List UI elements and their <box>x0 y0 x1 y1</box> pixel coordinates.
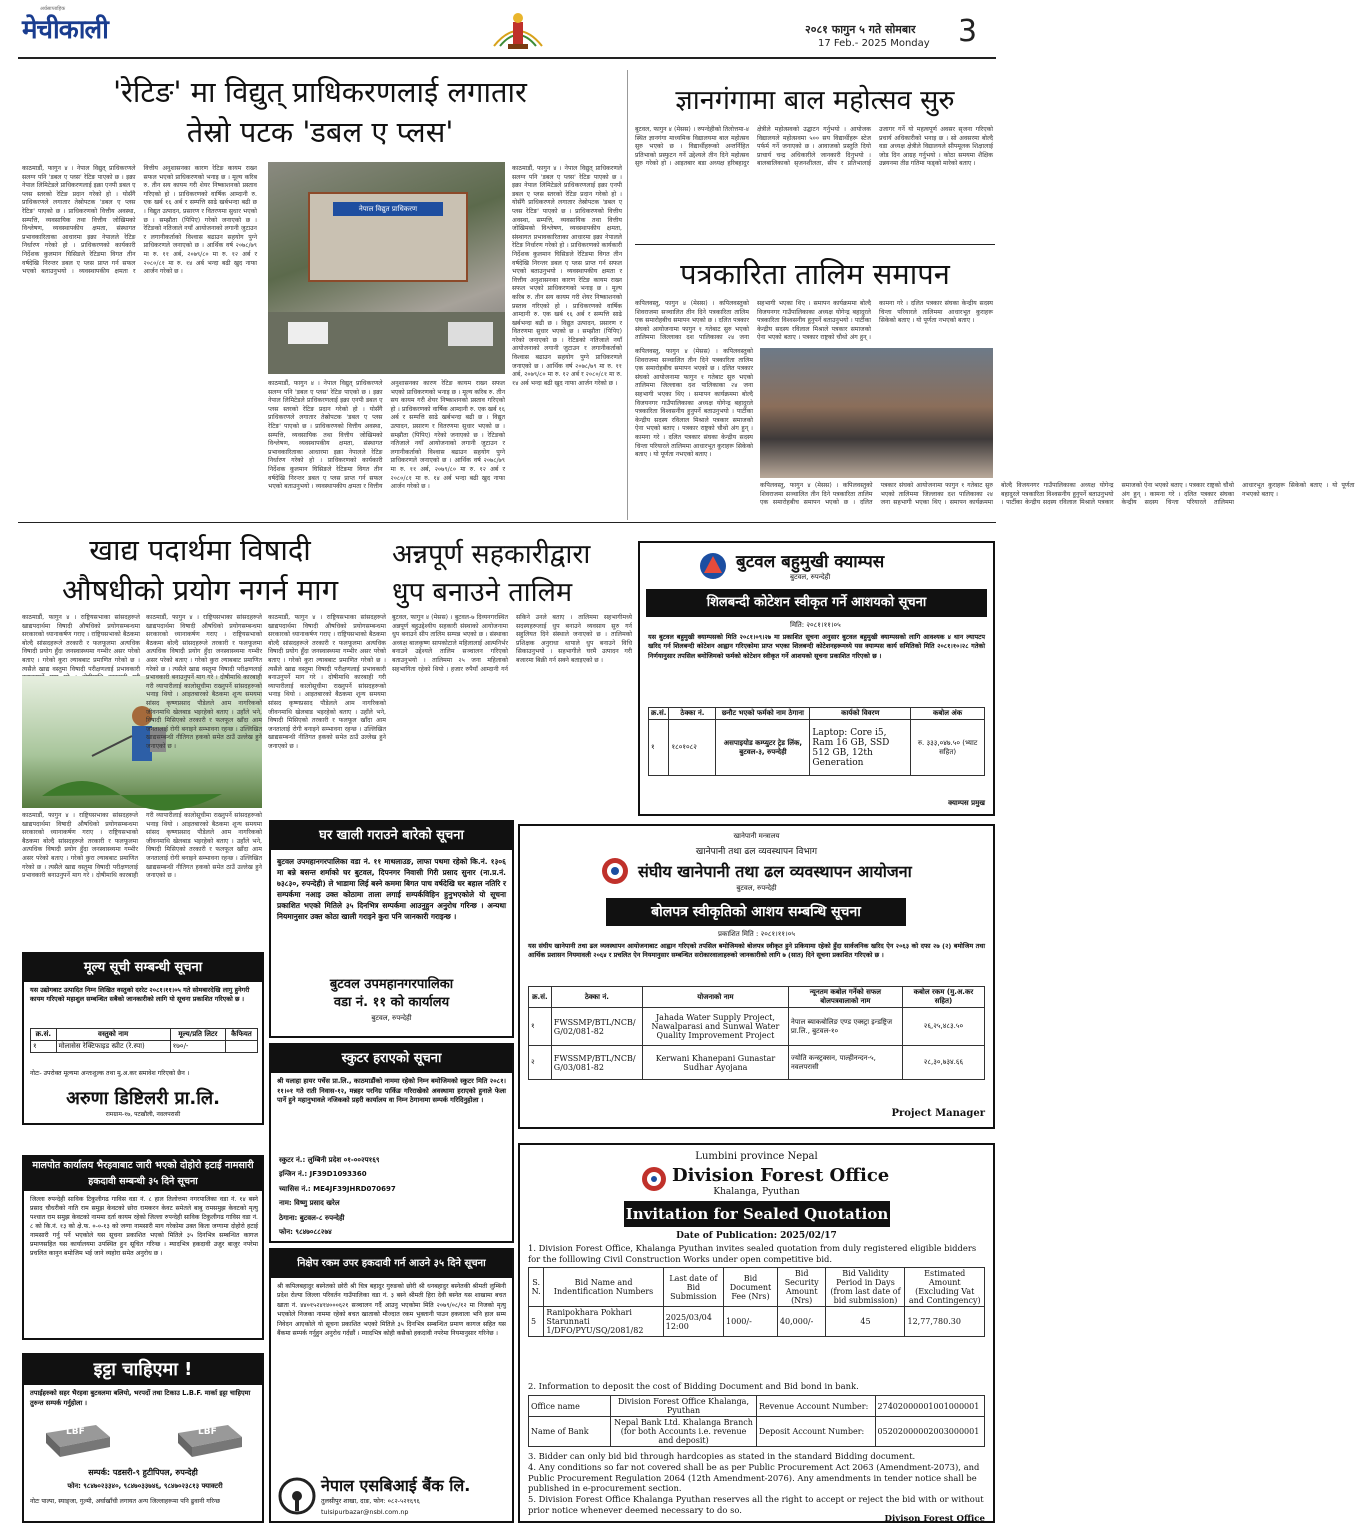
section-rule <box>635 244 995 245</box>
price-notice-heading: मूल्य सूची सम्बन्धी सूचना <box>24 954 262 982</box>
column-rule <box>627 70 628 520</box>
notice-butwal-campus <box>638 541 995 816</box>
brick-ad-phone: फोन: ९८४७०२३३४०, ९८४७०३३७४६, ९८४७०२३८१३ फ्याक्टरी <box>67 1482 223 1490</box>
notice-malpot <box>22 1155 264 1340</box>
notice-forest-office <box>518 1143 995 1523</box>
sbi-branch: तुलसीपुर शाखा, दाङ, फोन: ०८२-५२१६९६ <box>321 1497 420 1505</box>
water-notice-heading: बोलपत्र स्वीकृतिको आशय सम्बन्धि सूचना <box>606 898 906 926</box>
th-validity: Bid Validity Period in Days (from last date of bid submission) <box>826 1268 905 1307</box>
td-security: 40,000/- <box>777 1307 826 1337</box>
table-row <box>529 1307 985 1337</box>
td-bidder: ज्योति कन्स्ट्रक्सन, पाल्हीनन्दन-५, नवलपरासी <box>788 1046 902 1080</box>
water-department: खानेपानी तथा ढल व्यवस्थापन विभाग <box>695 847 818 857</box>
th-firm: छनौट भएको फर्मको नाम ठेगाना <box>716 708 810 720</box>
td-firm: असपाइयोड कम्प्युटर ट्रेड लिंक, बुटवल-३, रुपन्देही <box>716 720 810 776</box>
td-desc: Laptop: Core i5, Ram 16 GB, SSD 512 GB, 12th Generation <box>810 720 911 776</box>
th-project: योजनाको नाम <box>642 987 788 1008</box>
td-bid-name: Ranipokhara Pokhari Starunnati 1/DFO/PYU/SQ/2081/82 <box>544 1307 663 1337</box>
td-doc-fee: 1000/- <box>724 1307 778 1337</box>
td-validity: 45 <box>826 1307 905 1337</box>
campus-notice-heading: शिलबन्दी कोटेशन स्वीकृत गर्ने आशयको सूचना <box>646 589 987 617</box>
issue-date-english: 17 Feb.- 2025 Monday <box>818 38 930 49</box>
td-label: Office name <box>529 1396 611 1417</box>
forest-item-4: 4. Any conditions so far not covered shall be as per Public Procurement Act 2063 (Amendment-2073), and Public Procurement Regulation 2064 (12th Amendment-2076). Any amendments in tender notice shall be published in e-procurement section. <box>528 1462 980 1493</box>
td-price: १७०/- <box>170 1041 225 1053</box>
td-value: Nepal Bank Ltd. Khalanga Branch (for both Accounts i.e. revenue and deposit) <box>611 1417 757 1447</box>
notice-price-list <box>22 952 264 1125</box>
forest-office-name: Division Forest Office <box>672 1165 890 1186</box>
forest-item-3: 3. Bidder can only bid bid through hardcopies as stated in the standard Bidding document. <box>528 1451 916 1461</box>
table-row <box>529 1417 985 1447</box>
th-security: Bid Security Amount (Nrs) <box>777 1268 826 1307</box>
th-sn: क्र.सं. <box>529 987 552 1008</box>
photo-training-participants <box>760 348 993 478</box>
forest-account-table <box>528 1395 985 1447</box>
sbi-bank-name: नेपाल एसबिआई बैंक लि. <box>321 1476 471 1495</box>
sbi-notice-heading: निक्षेप रकम उपर हकदावी गर्न आउने ३५ दिने सूचना <box>271 1250 512 1278</box>
td-amount: २६,२५,४८३.५० <box>902 1008 984 1046</box>
td-value: 27402000001001000001 <box>875 1396 984 1417</box>
table-row <box>31 1041 258 1053</box>
house-notice-org: बुटवल उपमहानगरपालिका <box>329 977 454 992</box>
forest-office-place: Khalanga, Pyuthan <box>713 1187 800 1197</box>
table-row <box>529 1046 985 1080</box>
article-patrakarita-body-left: कपिलवस्तु, फागुन ४ (मेसस) । कपिलवस्तुको शिवराजमा सञ्चालित तीन दिने पत्रकारिता तालिम एक समारोहबीच समापन भएको छ । दलित पत्रकार संघको आयोजनामा फागुन १ गतेबाट सुरु भएको तालिममा जिल्लाका दश पालिकाका २४ जना सहभागी भएका थिए । समापन कार्यक्रममा बोल्दै विजयनगर गाउँपालिकाका अध्यक्ष योगेन्द्र बहादुरले पत्रकारिता विश्वसनीय हुनुपर्ने बताउनुभयो । पार्टीका केन्द्रीय सदस्य रविलाल मिश्राले पत्रकार समाजको ऐना भएको बताए । पत्रकार राष्ट्रको चौथो अंग हुन् । कामना गरे । दलित पत्रकार संघका केन्द्रीय सदस्य चिन्ता परियारले तालिममा आधारभूत कुराहरू सिकेको बताए । यो पूर्णता नभएको बताए । <box>635 348 753 459</box>
article-patrakarita-body-right: कपिलवस्तु, फागुन ४ (मेसस) । कपिलवस्तुको शिवराजमा सञ्चालित तीन दिने पत्रकारिता तालिम एक समारोहबीच समापन भएको छ । दलित पत्रकार संघको आयोजनामा फागुन १ गतेबाट सुरु भएको तालिममा जिल्लाका दश पालिकाका २४ जना सहभागी भएका थिए । समापन कार्यक्रममा बोल्दै विजयनगर गाउँपालिकाका अध्यक्ष योगेन्द्र बहादुरले पत्रकारिता विश्वसनीय हुनुपर्ने बताउनुभयो । पार्टीका केन्द्रीय सदस्य रविलाल मिश्राले पत्रकार समाजको ऐना भएको बताए । पत्रकार राष्ट्रको चौथो अंग हुन् । कामना गरे । दलित पत्रकार संघका केन्द्रीय सदस्य चिन्ता परियारले तालिममा आधारभूत कुराहरू सिकेको बताए । यो पूर्णता नभएको बताए । <box>760 482 1355 507</box>
sbi-logo-icon <box>277 1476 317 1516</box>
th-sn: क्र.सं. <box>31 1029 57 1041</box>
article-rating-body-left: काठमाडौं, फागुन ४ । नेपाल विद्युत् प्राधिकरणले सलग्न पनि 'डबल ए प्लस' रेटिङ पाएको छ । इक्रा नेपाल लिमिटेडले प्राधिकरणलाई इक्रा एनपी डबल ए प्लस स्तरको रेटिङ प्रदान गरेको हो । योसँगै प्राधिकरणले लगातार तेस्रोपटक 'डबल ए प्लस रेटिङ' पाएको छ । प्राधिकरणको वित्तीय अवस्था, सम्पत्ति, व्यवसायिक तथा वित्तीय जोखिमको विश्लेषण, व्यवस्थापकीय क्षमता, संस्थागत प्रभावकारिताका आधारमा इक्रा नेपालले रेटिङ निर्धारण गरेको हो । प्राधिकरणको कार्यकारी निर्देशक कुलमान घिसिङले रेटिङमा विगत तीन वर्षदेखि निरन्तर डबल ए प्लस प्राप्त गर्न सफल भएको बताउनुभयो । व्यवस्थापकीय क्षमता र वित्तीय अनुशासनका कारण रेटिङ कायम राख्न सफल भएको प्राधिकरणको भनाइ छ । मूल्य करिब रु. तीन सय कायम गरी शेयर निष्काशनको प्रस्ताव गरिएको हो । प्राधिकरणको वार्षिक आम्दानी रु. एक खर्ब १६ अर्ब र सम्पत्ति साढे खर्बभन्दा बढी छ । विद्युत उत्पादन, प्रसारण र वितरणमा सुधार भएको छ । सम्झौता (पिपिए) गरेको जनाएको छ । रेटिङको नतिजाले नयाँ आयोजनाको लगानी जुटाउन र लगानीकर्ताको विश्वास बढाउन सहयोग पुग्ने प्राधिकरणले जनाएको छ । आर्थिक वर्ष २०७८/७९ मा रु. ११ अर्ब, २०७९/८० मा रु. १२ अर्ब र २०८०/८१ मा रु. १४ अर्ब भन्दा बढी खुद नाफा आर्जन गरेको छ । <box>22 165 257 276</box>
nepal-emblem-icon <box>600 856 630 886</box>
th-doc-fee: Bid Document Fee (Nrs) <box>724 1268 778 1307</box>
brick-ad-text: तपाईहरुको सहर भैरहवा बुटवलमा बलियो, भरपर्दो तथा टिकाउ L.B.F. मार्का इट्टा चाहिएमा तुरुन्त सम्पर्क गर्नुहोला । <box>30 1389 251 1407</box>
water-ministry: खानेपानी मन्त्रालय <box>733 832 780 840</box>
forest-signature: Divison Forest Office <box>884 1514 985 1524</box>
logo-tagline: अर्धसाप्ताहिक <box>40 6 66 12</box>
price-notice-note: नोटः- उपरोक्त मूल्यमा अन्तःशुल्क तथा मु.अ.कर समावेश गरिएको छैन । <box>30 1070 190 1077</box>
sbi-notice-text: श्री कपिलबहादुर बस्नेतको छोरी श्री चित्र बहादुर गुरुङको छोरी श्री धनबहादुर बस्नेतकी श्रीमती लुम्बिनी प्रदेश रोल्पा जिल्ला परिवर्तन गाउँपालिका वडा नं. ३ बस्ने श्रीमती हिरा देवी बस्नेत यस शाखामा बचत खाता नं. ४४०१५२४१४०००६२१ सञ्चालन गर्दै आउनु भएकोमा मिति २०७९/०८/१२ मा निजको मृत्यु भएकोले निजका नाममा रहेको बचत खाताको मौज्दात रकम भुक्तानी पाउन हकवाला भनि हाल सम्म निवेदन आएकोले यो सूचना प्रकाशित भएको मितिले ३५ दिनभित्र सम्बन्धित प्रमाण कागज सहित यस बैंकमा सम्पर्क गर्नुहुन अनुरोध गर्दछौं । म्यादभित्र कोही कसैको हकदावी नपरेमा नियमानुसार गरिनेछ । <box>277 1283 506 1338</box>
house-notice-heading: घर खाली गराउने बारेको सूचना <box>271 822 512 850</box>
water-project-title: संघीय खानेपानी तथा ढल व्यवस्थापन आयोजना <box>638 862 912 881</box>
scooter-phone: फोन: ९८४७०८८२७४ <box>279 1228 332 1237</box>
price-table <box>30 1028 258 1053</box>
header-rule <box>18 57 996 59</box>
th-contract: ठेक्का नं. <box>669 708 716 720</box>
article-bal-mahotsav-body: बुटवल, फागुन ४ (मेसस) । रुपन्देहीको तिलोत्तमा-४ स्थित ज्ञानगंगा माध्यमिक विद्यालयमा बाल महोत्सव सुरु भएको छ । विद्यार्थीहरूको अन्तर्निहित प्रतिभाको प्रस्फुटन गर्ने उद्देश्यले तीन दिने महोत्सव सुरु गरेको हो । आइतबार बडा अध्यक्ष हरिबहादुर क्षेत्रीले महोत्सवको उद्घाटन गर्नुभयो । आयोजक विद्यालयले महोत्सवमा ५०० सय विद्यार्थीहरू स्टेज पर्फर्म गर्ने जनाएको छ । आवाजको प्रस्तुति दियो प्राचार्य चन्द्र अधिकारीले जानकारी दिनुभयो । बालबालिकाको सृजनशीलता, सीप र प्रतिभालाई उजागर गर्ने यो महत्वपूर्ण अवसर सृजना गरिएको प्रचार्य अधिकारीको भनाइ छ । सो अवसरमा बोल्दै वडा अध्यक्ष क्षेत्रीले विद्यालयले सीपमूलक शिक्षालाई जोड दिन आग्रह गर्नुभयो । कोठा समयमा शैक्षिक उन्नयनमा तीव्र गतिमा फड्को मारेको बताए । <box>635 126 993 168</box>
table-row <box>649 720 985 776</box>
notice-nepal-sbi <box>269 1248 514 1523</box>
th-contract: ठेक्का नं. <box>551 987 642 1008</box>
td-value: Division Forest Office Khalanga, Pyuthan <box>611 1396 757 1417</box>
forest-item-1: 1. Division Forest Office, Khalanga Pyuthan invites sealed quotation from duly registered eligible bidders for the folllowing Civil Construction Works under open competitive bid. <box>528 1243 977 1264</box>
notice-brick-ad <box>22 1353 264 1523</box>
notice-house-vacate <box>269 820 514 1038</box>
newspaper-logo: मेचीकाली <box>22 15 108 45</box>
th-remarks: कैफियत <box>225 1029 257 1041</box>
td-project: Kerwani Khanepani Gunastar Sudhar Ayojana <box>642 1046 788 1080</box>
td-sn: २ <box>529 1046 552 1080</box>
brick-image-left <box>42 1421 114 1461</box>
masthead <box>0 0 1012 58</box>
house-notice-ward: वडा नं. ११ को कार्यालय <box>333 995 450 1010</box>
photo-electricity-authority: नेपाल विद्युत प्राधिकरण <box>268 162 505 374</box>
th-amount: कबोल रकम (मु.अ.कर सहित) <box>902 987 984 1008</box>
td-item: मोलासेस रेक्टिफाइड स्प्रीट (रे.स्पा) <box>56 1041 170 1053</box>
td-amount: रु. ३३३,०४७.५० (भ्याट सहित) <box>911 720 985 776</box>
sbi-email[interactable]: tulsipurbazar@nsbl.com.np <box>321 1508 409 1516</box>
td-sn: १ <box>529 1008 552 1046</box>
th-price: मूल्य/प्रति लिटर <box>170 1029 225 1041</box>
headline-annapurna-line2: धुप बनाउने तालिम <box>392 577 573 608</box>
td-sn: १ <box>31 1041 57 1053</box>
brick-brand-label-right: LBF <box>198 1427 217 1437</box>
th-last-date: Last date of Bid Submission <box>663 1268 723 1307</box>
scooter-notice-text: श्री यलाहा हायर पर्चेस प्रा.लि., काठमाडौंको नाममा रहेको निम्न बमोजिमको स्कुटर मिति २०८१।११।०१ गते राती निवास-१२, मन्नहर परनिग्र पार्किङ गरिराखेको अवस्थामा हराएको हुनाले फेला पार्ने हुने महानुभावले नजिकको प्रहरी कार्यालय वा निम्न ठेगानामा सम्पर्क गरिदिनुहोला । <box>277 1077 506 1105</box>
forest-item-2: 2. Information to deposit the cost of Bidding Document and Bid bond in bank. <box>528 1381 859 1391</box>
price-notice-text: यस उद्योगबाट उत्पादित निम्न लिखित वस्तुको दररेट २०८१।११।०५ गते सोमबारदेखि लागु हुनेगरी कायम गरिएको महाशुल सम्बन्धित सबैको जानकारीको लागि यो सूचना प्रकाशित गरिएको छ । <box>30 986 250 1004</box>
article-annapurna-body: बुटवल, फागुन ४ (मेसस) । बुटवल-७ दिव्यनगरस्थित अन्नपूर्ण बहुउद्देश्यीय सहकारी संस्थाको आयोजनामा धुप बनाउने सीप तालिम सम्पन्न भएको छ । संस्थाका अध्यक्ष बालकृष्ण सापकोटाले महिलालाई आत्मनिर्भर बनाउने उद्देश्यले तालिम सञ्चालन गरिएको बताउनुभयो । तालिममा २५ जना महिलाको सहभागिता रहेको थियो । हजार रुपैयाँ आम्दानी गर्न सकिने उनले बताए । तालिममा सहभागीमध्ये सदस्यहरूलाई धुप बनाउने व्यवसाय सुरु गर्न सहुलियत दिने संस्थाले जनाएको छ । तालिमको प्रशिक्षक अनुराधा थापाले धुप बनाउने विधि सिकाउनुभयो । सहभागीले घरमै उत्पादन गरी बजारमा बिक्री गर्न सक्ने बताइएको छ । <box>392 614 632 673</box>
campus-location: बुटवल, रुपन्देही <box>790 573 831 581</box>
th-item: वस्तुको नाम <box>56 1029 170 1041</box>
table-row <box>529 1396 985 1417</box>
table-header-row <box>529 1268 985 1307</box>
td-value: 05202000002003000001 <box>875 1417 984 1447</box>
scooter-address: ठेगाना: बुटवल-८ रुपन्देही <box>279 1213 345 1222</box>
article-pesticide-body-mid: काठमाडौं, फागुन ४ । राष्ट्रियसभाका सांसदहरूले खाद्यपदार्थमा विषादी औषधिको प्रयोगसम्बन्धमा सरकारको ध्यानाकर्षण गराए । राष्ट्रियसभाको बैठकमा बोल्दै सांसदहरूले तरकारी र फलफूलमा अत्यधिक विषादी प्रयोग हुँदा जनस्वास्थ्यमा गम्भीर असर परेको बताए । गरेको कुरा ल्याबबाट प्रमाणित गरेको छ । त्यसैले खाद्य वस्तुमा विषादी परीक्षणलाई प्रभावकारी बनाउनुपर्ने माग गरे । दोषीमाथि कारबाही गरी व्यापारीलाई कालोसूचीमा राख्नुपर्ने सांसदहरूको भनाइ थियो । आइतबारको बैठकमा शून्य समयमा सांसद कृष्णप्रसाद पौडेलले आम नागरिकको जीवनमाथि खेलबाड भइरहेको बताए । उहाँले भने, विषादी मिसिएको तरकारी र फलफूल खाँदा आम जनतालाई रोगी बनाइने सम्भावना रहन्छ । उल्लिखित खाद्यसम्बन्धी नीतिगत हकको समेत ठाउँ उल्लेख हुने जनाएको छ । <box>146 614 262 750</box>
campus-notice-date: मिति: २०८१।११।०५ <box>790 621 841 629</box>
water-project-place: बुटवल, रुपन्देही <box>736 884 777 892</box>
brick-image-right <box>174 1421 246 1461</box>
table-row <box>529 1008 985 1046</box>
td-bidder: नेपाल ब्याकबोलिङ एण्ड एक्स्ट्रा इन्डष्ट्रिज प्रा.लि., बुटवल-१० <box>788 1008 902 1046</box>
article-patrakarita-body-top: कपिलवस्तु, फागुन ४ (मेसस) । कपिलवस्तुको शिवराजमा सञ्चालित तीन दिने पत्रकारिता तालिम एक समारोहबीच समापन भएको छ । दलित पत्रकार संघको आयोजनामा फागुन १ गतेबाट सुरु भएको तालिममा जिल्लाका दश पालिकाका २४ जना सहभागी भएका थिए । समापन कार्यक्रममा बोल्दै विजयनगर गाउँपालिकाका अध्यक्ष योगेन्द्र बहादुरले पत्रकारिता विश्वसनीय हुनुपर्ने बताउनुभयो । पार्टीका केन्द्रीय सदस्य रविलाल मिश्राले पत्रकार समाजको ऐना भएको बताए । पत्रकार राष्ट्रको चौथो अंग हुन् । कामना गरे । दलित पत्रकार संघका केन्द्रीय सदस्य चिन्ता परियारले तालिममा आधारभूत कुराहरू सिकेको बताए । यो पूर्णता नभएको बताए । <box>635 300 993 342</box>
th-bidder: न्यूनतम कबोल गर्नेको सफल बोलपत्रवालाको नाम <box>788 987 902 1008</box>
horizontal-rule <box>18 522 996 523</box>
headline-annapurna-line1: अन्नपूर्ण सहकारीद्वारा <box>392 539 591 570</box>
brick-ad-heading: इट्टा चाहिएमा ! <box>24 1355 262 1385</box>
td-last-date: 2025/03/04 12:00 <box>663 1307 723 1337</box>
td-contract: FWSSMP/BTL/NCB/ G/03/081-82 <box>551 1046 642 1080</box>
headline-bal-mahotsav: ज्ञानगंगामा बाल महोत्सव सुरु <box>675 85 955 116</box>
water-signature: Project Manager <box>891 1108 985 1119</box>
forest-item-5: 5. Division Forest Office Khalanga Pyuthan reserves all the right to accept or reject the bid with or without prior notice whenever deemed necessary to do so. <box>528 1494 984 1515</box>
th-sn: क्र.सं. <box>649 708 669 720</box>
scooter-notice-heading: स्कुटर हराएको सूचना <box>271 1045 512 1073</box>
forest-province: Lumbini province Nepal <box>695 1151 818 1162</box>
td-remarks <box>225 1041 257 1053</box>
td-project: Jahada Water Supply Project, Nawalparasi and Sunwal Water Quality Improvement Project <box>642 1008 788 1046</box>
malpot-notice-text: जिल्ला रुपन्देही साविक टिकुलीगढ गाविस वडा नं. ८ हाल तिलोत्तमा नगरपालिका वडा नं. १४ बस्ने प्रसाद चौधरीको नाति राम समुझ केवटको छोरा रामकरन केवट समेतले बाबु रामसमुझ केवटको मृत्यु पश्चात राम समुझ केवटको नाममा दर्ता कायम रहेको जिल्ला रुपन्देही साविक टिकुलीगढ गाविस वडा नं. ८ को कि.नं. १३ को क्षे.फ. ०-०-१३ को जग्गा नामसारी माग गरेकोमा उक्त किता जग्गामा दोहोरो हटाई नामसारी गर्नु पर्ने भएकोले यस सूचना प्रकाशित भएको मितिले ३५ दिनभित्र सम्बन्धित कागज प्रमाणसहित यस कार्यालयमा उपस्थित हुन सूचित गरिन्छ । म्यादभित्र हकदावी उजुर बाजुर नपरेमा प्रचलित कानुन बमोजिम भई जाने व्यहोरा समेत अनुरोध छ । <box>30 1196 258 1257</box>
house-notice-place: बुटवल, रुपन्देही <box>371 1014 412 1022</box>
notice-water-supply <box>518 824 995 1129</box>
campus-emblem-icon <box>698 551 728 581</box>
water-table <box>528 986 985 1080</box>
th-bid-name: Bid Name and Indentification Numbers <box>544 1268 663 1307</box>
forest-notice-date: Date of Publication: 2025/02/17 <box>676 1231 837 1241</box>
brick-brand-label-left: LBF <box>66 1427 85 1437</box>
th-sn: S. N. <box>529 1268 544 1307</box>
brick-ad-note: नोटः पाल्पा, स्याङ्जा, गुल्मी, अर्घाखाँची लगायत अन्य जिल्लाहरूमा पनि ढुवानी गरिन्छ <box>30 1498 221 1505</box>
scooter-details <box>279 1153 508 1239</box>
td-sn: १ <box>649 720 669 776</box>
td-label: Name of Bank <box>529 1417 611 1447</box>
brick-ad-contact: सम्पर्क: पडसरी-९ हुटीपिपल, रुपन्देही <box>88 1468 198 1477</box>
forest-notice-heading: Invitation for Sealed Quotation <box>624 1201 890 1227</box>
decorative-lamp-icon <box>490 6 546 52</box>
th-amount: कबोल अंक <box>911 708 985 720</box>
forest-bid-table <box>528 1267 985 1337</box>
malpot-notice-heading: मालपोत कार्यालय भैरहवाबाट जारी भएको दोहोरो हटाई नामसारी हकदावी सम्बन्धी ३५ दिने सूचना <box>24 1157 262 1191</box>
price-company-name: अरुणा डिष्टिलरी प्रा.लि. <box>66 1088 220 1109</box>
house-notice-text: बुटवल उपमहानगरपालिका वडा नं. ११ माथलाउङ, लाफा पथमा रहेको कि.नं. १३०६ मा बन्ने बसन्त शर्माको घर बुटवल, दिपनगर निवासी गिरी प्रसाद सुनार (ना.प्र.नं. ७३८३०, रुपन्देही) ले भाडामा लिई बस्ने कममा बिगत पाच वर्षदेखि घर बहाल नतिरि र सम्पर्कमा नआइ उक्त कोठामा ताला लगाई सम्पर्कविहिन हुनुभएकोले यो सूचना प्रकाशित भएको मितिले ३५ दिनभित्र सम्पर्कमा आउनुहुन अनुरोध गरिन्छ । अन्यथा नियमानुसार उक्त कोठा खाली गराइने कुरा पनि जानकारी गराइन्छ । <box>277 857 506 921</box>
scooter-chassis-no: च्यासिस नं.: ME4JF39JHRD070697 <box>279 1184 396 1193</box>
article-pesticide-body-top: काठमाडौं, फागुन ४ । राष्ट्रियसभाका सांसदहरूले खाद्यपदार्थमा विषादी औषधिको प्रयोगसम्बन्धमा सरकारको ध्यानाकर्षण गराए । राष्ट्रियसभाको बैठकमा बोल्दै सांसदहरूले तरकारी र फलफूलमा अत्यधिक विषादी प्रयोग हुँदा जनस्वास्थ्यमा गम्भीर असर परेको बताए । गरेको कुरा ल्याबबाट प्रमाणित गरेको छ । त्यसैले खाद्य वस्तुमा विषादी परीक्षणलाई प्रभावकारी <box>22 614 140 673</box>
campus-notice-text: यस बुटवल बहुमुखी क्याम्पसको मिति २०८१।०९।२७ मा प्रकाशित सूचना अनुसार बुटवल बहुमुखी क्याम्पसको लागि आवश्यक ४ थान ल्यापटप खरिद गर्न शिलबन्दी कोटेशन आह्वान गरिएकोमा प्राप्त भएका शिलबन्दी कोटेशनहरूमध्ये यस क्याम्पस कार्य समितिको मिति २०८१।१०।२८ गतेको निर्णयानुसार तपसिल बमोजिमको फर्मको कोटेशन स्वीकृत गर्ने आशयको सूचना प्रकाशित गरिएको छ । <box>648 633 985 660</box>
headline-pesticide-line1: खाद्य पदार्थमा विषादी <box>89 533 311 567</box>
campus-name: बुटवल बहुमुखी क्याम्पस <box>736 552 885 572</box>
article-pesticide-body-right: काठमाडौं, फागुन ४ । राष्ट्रियसभाका सांसदहरूले खाद्यपदार्थमा विषादी औषधिको प्रयोगसम्बन्धमा सरकारको ध्यानाकर्षण गराए । राष्ट्रियसभाको बैठकमा बोल्दै सांसदहरूले तरकारी र फलफूलमा अत्यधिक विषादी प्रयोग हुँदा जनस्वास्थ्यमा गम्भीर असर परेको बताए । गरेको कुरा ल्याबबाट प्रमाणित गरेको छ । त्यसैले खाद्य वस्तुमा विषादी परीक्षणलाई प्रभावकारी बनाउनुपर्ने माग गरे । दोषीमाथि कारबाही गरी व्यापारीलाई कालोसूचीमा राख्नुपर्ने सांसदहरूको भनाइ थियो । आइतबारको बैठकमा शून्य समयमा सांसद कृष्णप्रसाद पौडेलले आम नागरिकको जीवनमाथि खेलबाड भइरहेको बताए । उहाँले भने, विषादी मिसिएको तरकारी र फलफूल खाँदा आम जनतालाई रोगी बनाइने सम्भावना रहन्छ । उल्लिखित खाद्यसम्बन्धी नीतिगत हकको समेत ठाउँ उल्लेख हुने जनाएको छ । <box>268 614 386 750</box>
article-rating-body-middle: काठमाडौं, फागुन ४ । नेपाल विद्युत् प्राधिकरणले सलग्न पनि 'डबल ए प्लस' रेटिङ पाएको छ । इक्रा नेपाल लिमिटेडले प्राधिकरणलाई इक्रा एनपी डबल ए प्लस स्तरको रेटिङ प्रदान गरेको हो । योसँगै प्राधिकरणले लगातार तेस्रोपटक 'डबल ए प्लस रेटिङ' पाएको छ । प्राधिकरणको वित्तीय अवस्था, सम्पत्ति, व्यवसायिक तथा वित्तीय जोखिमको विश्लेषण, व्यवस्थापकीय क्षमता, संस्थागत प्रभावकारिताका आधारमा इक्रा नेपालले रेटिङ निर्धारण गरेको हो । प्राधिकरणको कार्यकारी निर्देशक कुलमान घिसिङले रेटिङमा विगत तीन वर्षदेखि निरन्तर डबल ए प्लस प्राप्त गर्न सफल भएको बताउनुभयो । व्यवस्थापकीय क्षमता र वित्तीय अनुशासनका कारण रेटिङ कायम राख्न सफल भएको प्राधिकरणको भनाइ छ । मूल्य करिब रु. तीन सय कायम गरी शेयर निष्काशनको प्रस्ताव गरिएको हो । प्राधिकरणको वार्षिक आम्दानी रु. एक खर्ब १६ अर्ब र सम्पत्ति साढे खर्बभन्दा बढी छ । विद्युत उत्पादन, प्रसारण र वितरणमा सुधार भएको छ । सम्झौता (पिपिए) गरेको जनाएको छ । रेटिङको नतिजाले नयाँ आयोजनाको लगानी जुटाउन र लगानीकर्ताको विश्वास बढाउन सहयोग पुग्ने प्राधिकरणले जनाएको छ । आर्थिक वर्ष २०७८/७९ मा रु. ११ अर्ब, २०७९/८० मा रु. १२ अर्ब र २०८०/८१ मा रु. १४ अर्ब भन्दा बढी खुद नाफा आर्जन गरेको छ । <box>268 380 505 491</box>
campus-table <box>648 707 985 776</box>
table-header-row <box>31 1029 258 1041</box>
water-notice-text: यस संघीय खानेपानी तथा ढल व्यवस्थापन आयोजनाबाट आह्वान गरिएको तपसिल बमोजिमको बोलपत्र स्वीकृत हुने प्रकियामा रहेको हुँदा सार्वजनिक खरिद ऐन २०६३ को दफा २७ (२) बमोजिम तथा आर्थिक प्रशासन नियमावली २०६४ र प्रचलित ऐन नियमानुसार सम्बन्धित सरोकारवालाहरुको जानकारीको लागि ७ (सात) दिने सूचना प्रकाशित गरिएको छ । <box>528 942 985 960</box>
th-desc: कार्यको विवरण <box>810 708 911 720</box>
page-number: 3 <box>958 14 978 49</box>
article-pesticide-body-bottom: काठमाडौं, फागुन ४ । राष्ट्रियसभाका सांसदहरूले खाद्यपदार्थमा विषादी औषधिको प्रयोगसम्बन्धमा सरकारको ध्यानाकर्षण गराए । राष्ट्रियसभाको बैठकमा बोल्दै सांसदहरूले तरकारी र फलफूलमा अत्यधिक विषादी प्रयोग हुँदा जनस्वास्थ्यमा गम्भीर असर परेको बताए । गरेको कुरा ल्याबबाट प्रमाणित गरेको छ । त्यसैले खाद्य वस्तुमा विषादी परीक्षणलाई प्रभावकारी बनाउनुपर्ने माग गरे । दोषीमाथि कारबाही गरी व्यापारीलाई कालोसूचीमा राख्नुपर्ने सांसदहरूको भनाइ थियो । आइतबारको बैठकमा शून्य समयमा सांसद कृष्णप्रसाद पौडेलले आम नागरिकको जीवनमाथि खेलबाड भइरहेको बताए । उहाँले भने, विषादी मिसिएको तरकारी र फलफूल खाँदा आम जनतालाई रोगी बनाइने सम्भावना रहन्छ । उल्लिखित खाद्यसम्बन्धी नीतिगत हकको समेत ठाउँ उल्लेख हुने जनाएको छ । <box>22 812 262 880</box>
issue-date-nepali: २०८१ फागुन ५ गते सोमबार <box>805 23 916 36</box>
scooter-owner-name: नाम: विष्णु प्रसाद खरेल <box>279 1199 340 1208</box>
td-sn: 5 <box>529 1307 544 1337</box>
table-header-row <box>649 708 985 720</box>
table-header-row <box>529 987 985 1008</box>
scooter-engine-no: इन्जिन नं.: JF39D1093360 <box>279 1170 367 1179</box>
campus-signature: क्याम्पस प्रमुख <box>948 799 985 807</box>
water-notice-date: प्रकाशित मिति : २०८१।११।०५ <box>718 930 795 938</box>
td-contract: १८०१०८२ <box>669 720 716 776</box>
notice-scooter-lost <box>269 1043 514 1243</box>
price-company-address: रामग्राम-१७, पटखौली, नवलपरासी <box>105 1111 181 1118</box>
td-label: Revenue Account Number: <box>756 1396 875 1417</box>
article-rating-body-right: काठमाडौं, फागुन ४ । नेपाल विद्युत् प्राधिकरणले सलग्न पनि 'डबल ए प्लस' रेटिङ पाएको छ । इक्रा नेपाल लिमिटेडले प्राधिकरणलाई इक्रा एनपी डबल ए प्लस स्तरको रेटिङ प्रदान गरेको हो । योसँगै प्राधिकरणले लगातार तेस्रोपटक 'डबल ए प्लस रेटिङ' पाएको छ । प्राधिकरणको वित्तीय अवस्था, सम्पत्ति, व्यवसायिक तथा वित्तीय जोखिमको विश्लेषण, व्यवस्थापकीय क्षमता, संस्थागत प्रभावकारिताका आधारमा इक्रा नेपालले रेटिङ निर्धारण गरेको हो । प्राधिकरणको कार्यकारी निर्देशक कुलमान घिसिङले रेटिङमा विगत तीन वर्षदेखि निरन्तर डबल ए प्लस प्राप्त गर्न सफल भएको बताउनुभयो । व्यवस्थापकीय क्षमता र वित्तीय अनुशासनका कारण रेटिङ कायम राख्न सफल भएको प्राधिकरणको भनाइ छ । मूल्य करिब रु. तीन सय कायम गरी शेयर निष्काशनको प्रस्ताव गरिएको हो । प्राधिकरणको वार्षिक आम्दानी रु. एक खर्ब १६ अर्ब र सम्पत्ति साढे खर्बभन्दा बढी छ । विद्युत उत्पादन, प्रसारण र वितरणमा सुधार भएको छ । सम्झौता (पिपिए) गरेको जनाएको छ । रेटिङको नतिजाले नयाँ आयोजनाको लगानी जुटाउन र लगानीकर्ताको विश्वास बढाउन सहयोग पुग्ने प्राधिकरणले जनाएको छ । आर्थिक वर्ष २०७८/७९ मा रु. ११ अर्ब, २०७९/८० मा रु. १२ अर्ब र २०८०/८१ मा रु. १४ अर्ब भन्दा बढी खुद नाफा आर्जन गरेको छ । <box>512 165 622 387</box>
th-estimate: Estimated Amount (Excluding Vat and Contingency) <box>905 1268 985 1307</box>
headline-pesticide-line2: औषधीको प्रयोग नगर्न माग <box>61 573 339 607</box>
td-amount: २८,३०,७३४.६६ <box>902 1046 984 1080</box>
td-contract: FWSSMP/BTL/NCB/ G/02/081-82 <box>551 1008 642 1046</box>
headline-rating-line1: 'रेटिङ' मा विद्युत् प्राधिकरणलाई लगातार <box>113 75 527 109</box>
headline-rating-line2: तेस्रो पटक 'डबल ए प्लस' <box>186 115 454 149</box>
td-label: Deposit Account Number: <box>756 1417 875 1447</box>
scooter-number: स्कुटर नं.: लुम्बिनी प्रदेश ०१-००२प१६९ <box>279 1156 380 1164</box>
headline-patrakarita: पत्रकारिता तालिम समापन <box>680 257 950 291</box>
td-estimate: 12,77,780.30 <box>905 1307 985 1337</box>
